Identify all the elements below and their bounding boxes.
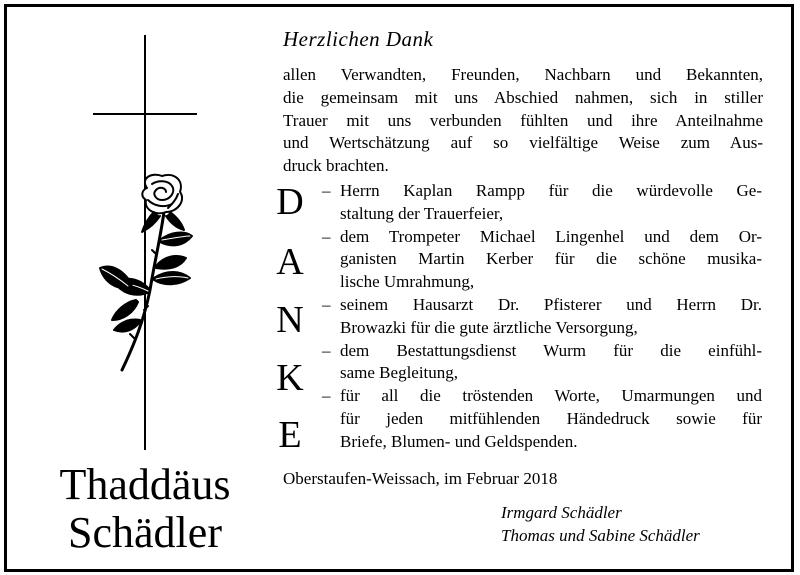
thanks-line: lische Umrahmung, xyxy=(340,272,475,292)
signature-line: Irmgard Schädler xyxy=(501,503,622,522)
intro-line: die gemeinsam mit uns Abschied nahmen, sich in stiller xyxy=(283,87,763,107)
intro-line: druck brachten. xyxy=(283,156,389,176)
thanks-line: für all die tröstenden Worte, Umarmungen und xyxy=(340,386,762,406)
cross-bar xyxy=(93,113,197,115)
thanks-line: Briefe, Blumen- und Geldspenden. xyxy=(340,431,578,451)
dash: – xyxy=(322,226,331,246)
thanks-list xyxy=(322,180,762,454)
thanks-line: same Begleitung, xyxy=(340,363,459,383)
thanks-line: staltung der Trauerfeier, xyxy=(340,203,504,223)
signatures xyxy=(501,502,700,547)
thanks-item xyxy=(322,180,762,226)
dash: – xyxy=(322,340,331,360)
danke-letter: E xyxy=(278,414,302,456)
thanks-item xyxy=(322,385,762,453)
intro-line: Trauer mit uns verbunden fühlten und ihre Anteilnahme xyxy=(283,110,763,130)
thanks-item xyxy=(322,294,762,340)
thanks-line: Herrn Kaplan Rampp für die würdevolle Ge- xyxy=(340,181,762,200)
intro-text xyxy=(283,64,763,178)
danke-letter: A xyxy=(276,241,304,283)
signature-line: Thomas und Sabine Schädler xyxy=(501,525,700,545)
intro-line: und Wertschätzung auf so vielfältige Weise zum Aus- xyxy=(283,133,763,153)
thanks-item xyxy=(322,340,762,386)
danke-letter: D xyxy=(276,181,304,223)
rose-icon xyxy=(92,170,202,380)
dash: – xyxy=(322,386,331,406)
danke-letter: K xyxy=(276,357,304,399)
place-date: Oberstaufen-Weissach, im Februar 2018 xyxy=(283,469,558,488)
thanks-line: dem Trompeter Michael Lingenhel und dem Or- xyxy=(340,226,762,246)
thanks-line: Browazki für die gute ärztliche Versorgung, xyxy=(340,317,638,337)
deceased-last-name: Schädler xyxy=(68,508,222,557)
danke-letter: N xyxy=(276,299,304,341)
thanks-line: ganisten Martin Kerber für die schöne musika- xyxy=(340,249,762,269)
deceased-first-name: Thaddäus xyxy=(59,460,231,509)
dash: – xyxy=(322,181,331,200)
thanks-line: dem Bestattungsdienst Wurm für die einfühl- xyxy=(340,340,762,360)
heading: Herzlichen Dank xyxy=(283,27,434,51)
thanks-line: seinem Hausarzt Dr. Pfisterer und Herrn Dr. xyxy=(340,294,762,314)
thanks-item xyxy=(322,226,762,294)
dash: – xyxy=(322,294,331,314)
intro-line: allen Verwandten, Freunden, Nachbarn und Bekannten, xyxy=(283,65,763,84)
thanks-line: für jeden mitfühlenden Händedruck sowie für xyxy=(340,408,762,428)
